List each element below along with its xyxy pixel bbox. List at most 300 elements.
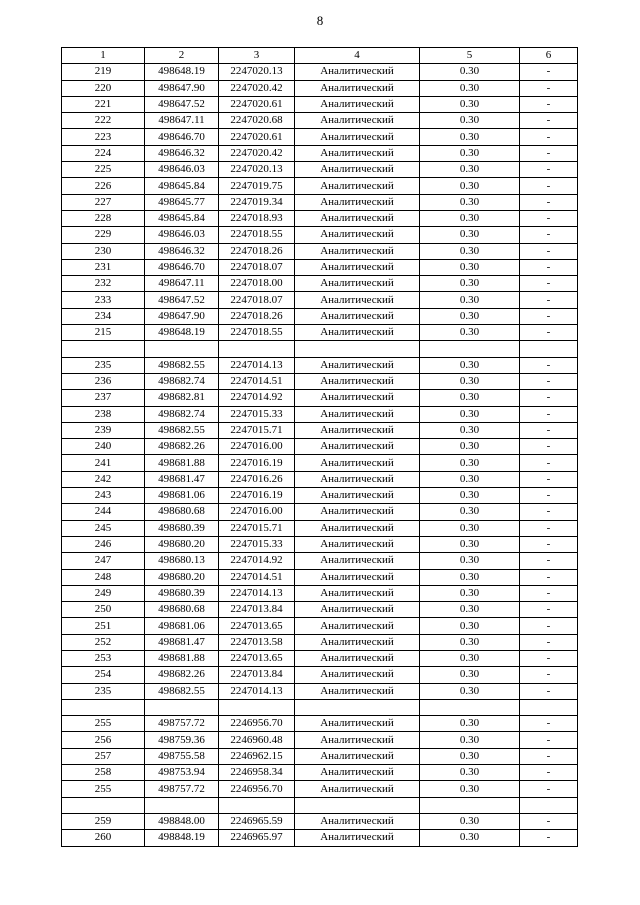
point-number-cell: 256 (62, 732, 145, 748)
precision-cell: 0.30 (420, 602, 520, 618)
y-coordinate-cell: 2247019.34 (219, 194, 295, 210)
x-coordinate-cell: 498647.52 (145, 292, 219, 308)
table-row (62, 716, 578, 732)
note-cell: - (520, 504, 578, 520)
point-number-cell: 245 (62, 520, 145, 536)
table-row (62, 650, 578, 666)
point-number-cell: 237 (62, 390, 145, 406)
method-cell: Аналитический (295, 618, 420, 634)
table-body (62, 64, 578, 846)
x-coordinate-cell: 498682.26 (145, 667, 219, 683)
x-coordinate-cell: 498646.70 (145, 129, 219, 145)
method-cell: Аналитический (295, 634, 420, 650)
y-coordinate-cell: 2247014.13 (219, 683, 295, 699)
precision-cell: 0.30 (420, 536, 520, 552)
y-coordinate-cell: 2247014.13 (219, 585, 295, 601)
precision-cell: 0.30 (420, 178, 520, 194)
x-coordinate-cell: 498757.72 (145, 781, 219, 797)
precision-cell: 0.30 (420, 80, 520, 96)
y-coordinate-cell: 2247015.71 (219, 520, 295, 536)
point-number-cell: 233 (62, 292, 145, 308)
note-cell: - (520, 553, 578, 569)
precision-cell: 0.30 (420, 390, 520, 406)
y-coordinate-cell: 2247016.00 (219, 439, 295, 455)
point-number-cell: 248 (62, 569, 145, 585)
method-cell: Аналитический (295, 748, 420, 764)
point-number-cell: 220 (62, 80, 145, 96)
method-cell: Аналитический (295, 732, 420, 748)
table-row (62, 96, 578, 112)
note-cell: - (520, 830, 578, 846)
method-cell: Аналитический (295, 439, 420, 455)
x-coordinate-cell: 498682.74 (145, 373, 219, 389)
note-cell: - (520, 765, 578, 781)
precision-cell: 0.30 (420, 96, 520, 112)
note-cell: - (520, 259, 578, 275)
note-cell: - (520, 439, 578, 455)
y-coordinate-cell: 2247014.92 (219, 390, 295, 406)
x-coordinate-cell: 498646.70 (145, 259, 219, 275)
y-coordinate-cell: 2247018.93 (219, 210, 295, 226)
y-coordinate-cell: 2246960.48 (219, 732, 295, 748)
y-coordinate-cell: 2247018.26 (219, 243, 295, 259)
precision-cell: 0.30 (420, 504, 520, 520)
column-header-2: 2 (145, 48, 219, 64)
note-cell: - (520, 667, 578, 683)
point-number-cell (62, 341, 145, 357)
point-number-cell: 232 (62, 276, 145, 292)
table-row (62, 439, 578, 455)
point-number-cell: 250 (62, 602, 145, 618)
precision-cell: 0.30 (420, 129, 520, 145)
method-cell: Аналитический (295, 390, 420, 406)
method-cell: Аналитический (295, 145, 420, 161)
method-cell (295, 797, 420, 813)
x-coordinate-cell: 498645.84 (145, 178, 219, 194)
y-coordinate-cell: 2247016.19 (219, 488, 295, 504)
point-number-cell: 243 (62, 488, 145, 504)
point-number-cell: 251 (62, 618, 145, 634)
y-coordinate-cell: 2247020.13 (219, 162, 295, 178)
method-cell: Аналитический (295, 585, 420, 601)
precision-cell: 0.30 (420, 292, 520, 308)
column-header-3: 3 (219, 48, 295, 64)
method-cell: Аналитический (295, 292, 420, 308)
method-cell: Аналитический (295, 455, 420, 471)
table-row (62, 618, 578, 634)
point-number-cell: 228 (62, 210, 145, 226)
point-number-cell: 229 (62, 227, 145, 243)
x-coordinate-cell: 498647.90 (145, 80, 219, 96)
y-coordinate-cell (219, 341, 295, 357)
table-row (62, 227, 578, 243)
separator-row (62, 341, 578, 357)
note-cell (520, 797, 578, 813)
y-coordinate-cell: 2247013.84 (219, 667, 295, 683)
table-row (62, 308, 578, 324)
precision-cell: 0.30 (420, 618, 520, 634)
note-cell: - (520, 732, 578, 748)
table-row (62, 406, 578, 422)
precision-cell: 0.30 (420, 439, 520, 455)
y-coordinate-cell: 2247014.51 (219, 373, 295, 389)
note-cell: - (520, 162, 578, 178)
table-header (62, 48, 578, 64)
precision-cell: 0.30 (420, 227, 520, 243)
point-number-cell: 235 (62, 357, 145, 373)
method-cell: Аналитический (295, 830, 420, 846)
precision-cell: 0.30 (420, 585, 520, 601)
note-cell: - (520, 585, 578, 601)
x-coordinate-cell: 498681.06 (145, 488, 219, 504)
point-number-cell: 247 (62, 553, 145, 569)
point-number-cell: 224 (62, 145, 145, 161)
point-number-cell: 254 (62, 667, 145, 683)
note-cell: - (520, 716, 578, 732)
y-coordinate-cell: 2247016.19 (219, 455, 295, 471)
table-row (62, 129, 578, 145)
point-number-cell: 239 (62, 422, 145, 438)
x-coordinate-cell: 498682.55 (145, 422, 219, 438)
precision-cell: 0.30 (420, 325, 520, 341)
note-cell: - (520, 650, 578, 666)
note-cell: - (520, 129, 578, 145)
y-coordinate-cell: 2247016.00 (219, 504, 295, 520)
note-cell: - (520, 178, 578, 194)
method-cell: Аналитический (295, 488, 420, 504)
method-cell: Аналитический (295, 210, 420, 226)
method-cell: Аналитический (295, 243, 420, 259)
precision-cell: 0.30 (420, 765, 520, 781)
precision-cell: 0.30 (420, 145, 520, 161)
y-coordinate-cell: 2247018.00 (219, 276, 295, 292)
point-number-cell (62, 699, 145, 715)
method-cell: Аналитический (295, 471, 420, 487)
table-row (62, 536, 578, 552)
method-cell: Аналитический (295, 406, 420, 422)
note-cell: - (520, 748, 578, 764)
precision-cell (420, 699, 520, 715)
precision-cell: 0.30 (420, 422, 520, 438)
table-row (62, 422, 578, 438)
method-cell: Аналитический (295, 602, 420, 618)
note-cell: - (520, 308, 578, 324)
note-cell: - (520, 325, 578, 341)
x-coordinate-cell: 498681.88 (145, 455, 219, 471)
y-coordinate-cell: 2247015.71 (219, 422, 295, 438)
method-cell: Аналитический (295, 96, 420, 112)
y-coordinate-cell: 2246956.70 (219, 781, 295, 797)
method-cell: Аналитический (295, 113, 420, 129)
y-coordinate-cell: 2247013.65 (219, 618, 295, 634)
point-number-cell: 258 (62, 765, 145, 781)
method-cell: Аналитический (295, 422, 420, 438)
table-row (62, 748, 578, 764)
x-coordinate-cell: 498682.81 (145, 390, 219, 406)
x-coordinate-cell: 498682.55 (145, 683, 219, 699)
note-cell: - (520, 569, 578, 585)
point-number-cell: 255 (62, 716, 145, 732)
method-cell: Аналитический (295, 569, 420, 585)
point-number-cell: 222 (62, 113, 145, 129)
separator-row (62, 699, 578, 715)
y-coordinate-cell: 2247013.65 (219, 650, 295, 666)
page-number: 8 (316, 13, 324, 28)
precision-cell: 0.30 (420, 113, 520, 129)
precision-cell: 0.30 (420, 520, 520, 536)
y-coordinate-cell: 2247018.26 (219, 308, 295, 324)
y-coordinate-cell: 2246965.59 (219, 813, 295, 829)
method-cell: Аналитический (295, 129, 420, 145)
table-row (62, 765, 578, 781)
x-coordinate-cell: 498680.68 (145, 504, 219, 520)
point-number-cell: 231 (62, 259, 145, 275)
y-coordinate-cell (219, 699, 295, 715)
method-cell: Аналитический (295, 64, 420, 80)
y-coordinate-cell: 2246962.15 (219, 748, 295, 764)
x-coordinate-cell: 498645.84 (145, 210, 219, 226)
precision-cell: 0.30 (420, 748, 520, 764)
point-number-cell: 235 (62, 683, 145, 699)
x-coordinate-cell: 498682.74 (145, 406, 219, 422)
method-cell: Аналитический (295, 504, 420, 520)
point-number-cell: 241 (62, 455, 145, 471)
precision-cell: 0.30 (420, 455, 520, 471)
x-coordinate-cell: 498682.55 (145, 357, 219, 373)
y-coordinate-cell: 2247013.84 (219, 602, 295, 618)
separator-row (62, 797, 578, 813)
note-cell: - (520, 243, 578, 259)
table-row (62, 325, 578, 341)
precision-cell: 0.30 (420, 813, 520, 829)
note-cell: - (520, 276, 578, 292)
method-cell: Аналитический (295, 553, 420, 569)
note-cell: - (520, 80, 578, 96)
point-number-cell: 223 (62, 129, 145, 145)
method-cell: Аналитический (295, 259, 420, 275)
x-coordinate-cell: 498757.72 (145, 716, 219, 732)
note-cell: - (520, 64, 578, 80)
method-cell: Аналитический (295, 765, 420, 781)
precision-cell: 0.30 (420, 276, 520, 292)
method-cell: Аналитический (295, 357, 420, 373)
note-cell: - (520, 602, 578, 618)
precision-cell: 0.30 (420, 210, 520, 226)
point-number-cell: 242 (62, 471, 145, 487)
x-coordinate-cell: 498647.52 (145, 96, 219, 112)
table-row (62, 667, 578, 683)
method-cell (295, 699, 420, 715)
table-row (62, 145, 578, 161)
note-cell: - (520, 96, 578, 112)
point-number-cell: 260 (62, 830, 145, 846)
x-coordinate-cell: 498848.00 (145, 813, 219, 829)
y-coordinate-cell: 2247014.13 (219, 357, 295, 373)
precision-cell: 0.30 (420, 781, 520, 797)
x-coordinate-cell: 498648.19 (145, 64, 219, 80)
method-cell: Аналитический (295, 813, 420, 829)
x-coordinate-cell: 498646.03 (145, 162, 219, 178)
precision-cell: 0.30 (420, 243, 520, 259)
table-row (62, 178, 578, 194)
y-coordinate-cell: 2246965.97 (219, 830, 295, 846)
table-row (62, 683, 578, 699)
x-coordinate-cell: 498645.77 (145, 194, 219, 210)
x-coordinate-cell (145, 699, 219, 715)
table-row (62, 390, 578, 406)
column-header-4: 4 (295, 48, 420, 64)
precision-cell: 0.30 (420, 471, 520, 487)
method-cell: Аналитический (295, 520, 420, 536)
y-coordinate-cell: 2247020.42 (219, 145, 295, 161)
note-cell: - (520, 471, 578, 487)
x-coordinate-cell: 498646.32 (145, 145, 219, 161)
point-number-cell: 253 (62, 650, 145, 666)
point-number-cell: 257 (62, 748, 145, 764)
point-number-cell: 230 (62, 243, 145, 259)
method-cell: Аналитический (295, 781, 420, 797)
point-number-cell: 215 (62, 325, 145, 341)
x-coordinate-cell: 498647.11 (145, 276, 219, 292)
x-coordinate-cell (145, 797, 219, 813)
y-coordinate-cell: 2247020.42 (219, 80, 295, 96)
precision-cell: 0.30 (420, 732, 520, 748)
note-cell (520, 699, 578, 715)
table-row (62, 292, 578, 308)
x-coordinate-cell: 498646.03 (145, 227, 219, 243)
y-coordinate-cell: 2246956.70 (219, 716, 295, 732)
table-row (62, 781, 578, 797)
note-cell: - (520, 634, 578, 650)
y-coordinate-cell: 2247015.33 (219, 536, 295, 552)
table-row (62, 732, 578, 748)
y-coordinate-cell (219, 797, 295, 813)
precision-cell: 0.30 (420, 373, 520, 389)
table-row (62, 113, 578, 129)
x-coordinate-cell: 498680.13 (145, 553, 219, 569)
y-coordinate-cell: 2247020.68 (219, 113, 295, 129)
y-coordinate-cell: 2247020.13 (219, 64, 295, 80)
method-cell: Аналитический (295, 178, 420, 194)
y-coordinate-cell: 2247019.75 (219, 178, 295, 194)
point-number-cell: 246 (62, 536, 145, 552)
point-number-cell: 226 (62, 178, 145, 194)
point-number-cell: 244 (62, 504, 145, 520)
point-number-cell: 236 (62, 373, 145, 389)
note-cell: - (520, 194, 578, 210)
point-number-cell: 249 (62, 585, 145, 601)
x-coordinate-cell: 498681.06 (145, 618, 219, 634)
method-cell: Аналитический (295, 276, 420, 292)
table-row (62, 276, 578, 292)
y-coordinate-cell: 2247018.55 (219, 227, 295, 243)
precision-cell: 0.30 (420, 64, 520, 80)
precision-cell: 0.30 (420, 194, 520, 210)
note-cell: - (520, 536, 578, 552)
precision-cell: 0.30 (420, 650, 520, 666)
y-coordinate-cell: 2247018.07 (219, 292, 295, 308)
table-row (62, 243, 578, 259)
column-header-1: 1 (62, 48, 145, 64)
y-coordinate-cell: 2247014.92 (219, 553, 295, 569)
y-coordinate-cell: 2247020.61 (219, 96, 295, 112)
table-row (62, 504, 578, 520)
x-coordinate-cell: 498681.47 (145, 634, 219, 650)
table-row (62, 162, 578, 178)
table-row (62, 80, 578, 96)
precision-cell (420, 797, 520, 813)
precision-cell: 0.30 (420, 634, 520, 650)
note-cell: - (520, 422, 578, 438)
y-coordinate-cell: 2247016.26 (219, 471, 295, 487)
y-coordinate-cell: 2247014.51 (219, 569, 295, 585)
method-cell: Аналитический (295, 716, 420, 732)
note-cell: - (520, 781, 578, 797)
table-row (62, 357, 578, 373)
method-cell: Аналитический (295, 667, 420, 683)
coordinates-table (61, 47, 578, 847)
method-cell: Аналитический (295, 373, 420, 389)
x-coordinate-cell: 498681.88 (145, 650, 219, 666)
table-row (62, 373, 578, 389)
point-number-cell: 221 (62, 96, 145, 112)
precision-cell: 0.30 (420, 406, 520, 422)
point-number-cell: 240 (62, 439, 145, 455)
x-coordinate-cell: 498647.90 (145, 308, 219, 324)
method-cell: Аналитический (295, 325, 420, 341)
x-coordinate-cell: 498680.68 (145, 602, 219, 618)
x-coordinate-cell: 498680.20 (145, 569, 219, 585)
note-cell: - (520, 813, 578, 829)
x-coordinate-cell: 498755.58 (145, 748, 219, 764)
note-cell: - (520, 357, 578, 373)
header-row (62, 48, 578, 64)
note-cell: - (520, 227, 578, 243)
method-cell: Аналитический (295, 227, 420, 243)
note-cell: - (520, 406, 578, 422)
column-header-5: 5 (420, 48, 520, 64)
point-number-cell (62, 797, 145, 813)
table-row (62, 569, 578, 585)
x-coordinate-cell (145, 341, 219, 357)
table-row (62, 830, 578, 846)
x-coordinate-cell: 498680.39 (145, 520, 219, 536)
method-cell (295, 341, 420, 357)
table-row (62, 210, 578, 226)
method-cell: Аналитический (295, 162, 420, 178)
note-cell: - (520, 373, 578, 389)
precision-cell: 0.30 (420, 716, 520, 732)
x-coordinate-cell: 498848.19 (145, 830, 219, 846)
x-coordinate-cell: 498680.20 (145, 536, 219, 552)
note-cell: - (520, 455, 578, 471)
y-coordinate-cell: 2247018.55 (219, 325, 295, 341)
precision-cell: 0.30 (420, 667, 520, 683)
point-number-cell: 255 (62, 781, 145, 797)
method-cell: Аналитический (295, 308, 420, 324)
note-cell: - (520, 292, 578, 308)
y-coordinate-cell: 2247020.61 (219, 129, 295, 145)
point-number-cell: 252 (62, 634, 145, 650)
point-number-cell: 259 (62, 813, 145, 829)
x-coordinate-cell: 498759.36 (145, 732, 219, 748)
point-number-cell: 219 (62, 64, 145, 80)
note-cell: - (520, 113, 578, 129)
x-coordinate-cell: 498680.39 (145, 585, 219, 601)
note-cell: - (520, 145, 578, 161)
x-coordinate-cell: 498753.94 (145, 765, 219, 781)
table-row (62, 634, 578, 650)
